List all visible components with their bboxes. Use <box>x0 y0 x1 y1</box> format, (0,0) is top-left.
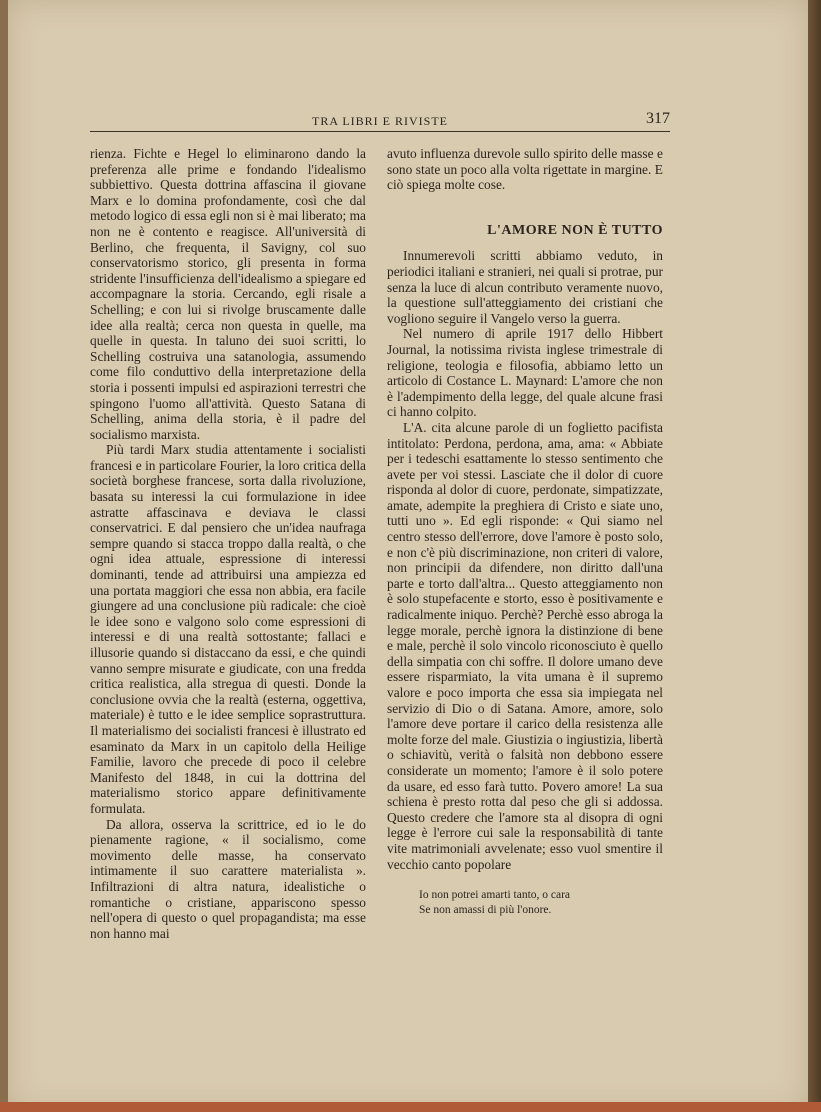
left-paragraph-3: Da allora, osserva la scrittrice, ed io le do pienamente ragione, « il socialismo, come movimento delle masse, ha conservato intimamente il suo carattere materialista ». Infiltrazioni di altra natura, idealistiche o romantiche o cristiane, appariscono spesso nell'opera di questo o quel propagandista; ma esse non hanno mai <box>90 816 366 941</box>
left-column <box>90 146 366 941</box>
verse-line-1: Io non potrei amarti tanto, o cara <box>419 889 571 902</box>
verse-quote <box>419 888 663 918</box>
left-paragraph-2: Più tardi Marx studia attentamente i socialisti francesi e in particolare Fourier, la loro critica della società borghese francese, sorta dalla rivoluzione, basata su interessi la cui formulazione in idee astratte affascinava e deviava le classi conservatrici. E dal pensiero che un'idea naufraga sempre quando si stacca troppo dalla realtà, o che ogni idea attuale, espressione di interessi dominanti, tende ad attribuirsi una ampiezza ed una portata maggiori che essa non abbia, era facile giungere ad una conclusione più radicale: che cioè le idee sono e valgono solo come espressioni di interessi e di una realtà sottostante; fallaci e illusorie quando si distaccano da essi, e che quindi vanno sempre misurate e giudicate, con una fredda critica realistica, alla stregua di questi. Donde la conclusione ovvia che la realtà (esterna, oggettiva, materiale) è tutto e le idee semplice soprastruttura. Il materialismo dei socialisti francesi è illustrato ed esaminato da Marx in un capitolo della Heilige Familie, lavoro che precede di poco il celebre Manifesto del 1848, in cui la dottrina del materialismo storico appare definitivamente formulata. <box>90 442 366 816</box>
right-column <box>387 146 663 918</box>
verse-line-2: Se non amassi di più l'onore. <box>419 904 552 917</box>
right-paragraph-3: Nel numero di aprile 1917 dello Hibbert Journal, la notissima rivista inglese trimestrale di religione, teologia e filosofia, abbiamo letto un articolo di Costance L. Maynard: L'amore che non è l'adempimento della legge, del quale alcune frasi ci hanno colpito. <box>387 326 663 420</box>
book-edge <box>808 0 821 1112</box>
right-paragraph-1: avuto influenza durevole sullo spirito delle masse e sono state un poco alla volta rigettate in margine. E ciò spiega molte cose. <box>387 146 663 193</box>
header-rule <box>90 131 670 132</box>
page-bottom-edge <box>0 1102 821 1112</box>
section-title: L'AMORE NON È TUTTO <box>487 222 663 238</box>
page-number: 317 <box>646 110 670 127</box>
right-paragraph-2: Innumerevoli scritti abbiamo veduto, in periodici italiani e stranieri, nei quali si protrae, pur senza la luce di alcun contributo veramente nuovo, la questione sull'atteggiamento dei cristiani che vogliono seguire il Vangelo verso la guerra. <box>387 248 663 326</box>
running-title: TRA LIBRI E RIVISTE <box>312 114 448 128</box>
left-paragraph-1: rienza. Fichte e Hegel lo eliminarono dando la preferenza alle prime e fondando l'idealismo subbiettivo. Questa dottrina affascina il giovane Marx e lo domina profondamente, così che dal metodo logico di essa egli non si è mai liberato; ma non ne è contento e reagisce. All'università di Berlino, che frequenta, il Savigny, col suo conservatorismo storico, gli presenta in forma stridente l'insufficienza dell'idealismo a spiegare ed accompagnare la storia. Cercando, egli risale a Schelling; e con lui si rivolge bruscamente dalle idee alla realtà; cerca non questa in quelle, ma quelle in questa. In taluno dei suoi scritti, lo Schelling costruiva una satanologia, assumendo come filo conduttivo della interpretazione della storia i possenti impulsi ed aspirazioni terrestri che spingono l'uomo all'attività. Questo Satana di Schelling, anima della storia, è il padre del socialismo marxista. <box>90 146 366 442</box>
right-paragraph-4: L'A. cita alcune parole di un foglietto pacifista intitolato: Perdona, perdona, ama, ama: « Abbiate per i tedeschi esattamente lo stesso sentimento che avete per voi stessi. Lasciate che il dolor di cuore risponda al dolor di cuore, perdonate, simpatizzate, amate, adempite la preghiera di Cristo e siate uno, tutti uno ». Ed egli risponde: « Qui siamo nel centro stesso dell'errore, dove l'amore è posto solo, e non c'è più discriminazione, non criteri di valore, non principii da difendere, non diritto dall'una parte e torto dall'altra... Questo atteggiamento non è solo stupefacente e storto, esso è positivamente e radicalmente iniquo. Perchè? Perchè esso abroga la legge morale, perchè ignora la distinzione di bene e male, perchè il solo vincolo riconosciuto è quello della simpatia con chi soffre. Il dolore umano deve essere risparmiato, la vita umana è il supremo valore e poco importa che essa sia impiegata nel servizio di Dio o di Satana. Amore, amore, solo l'amore deve portare il carico della resistenza alle molte forze del male. Giustizia o ingiustizia, libertà o schiavitù, verità o falsità non debbono essere considerate un momento; l'amore è il solo potere da usare, ed esso farà tutto. Povero amore! La sua schiena è presto rotta dal peso che gli si addossa. Questo credere che l'amore sta al disopra di ogni legge è l'errore cui sale la responsabilità di tante vite matrimoniali avvelenate; esso vuol smentire il vecchio canto popolare <box>387 419 663 872</box>
